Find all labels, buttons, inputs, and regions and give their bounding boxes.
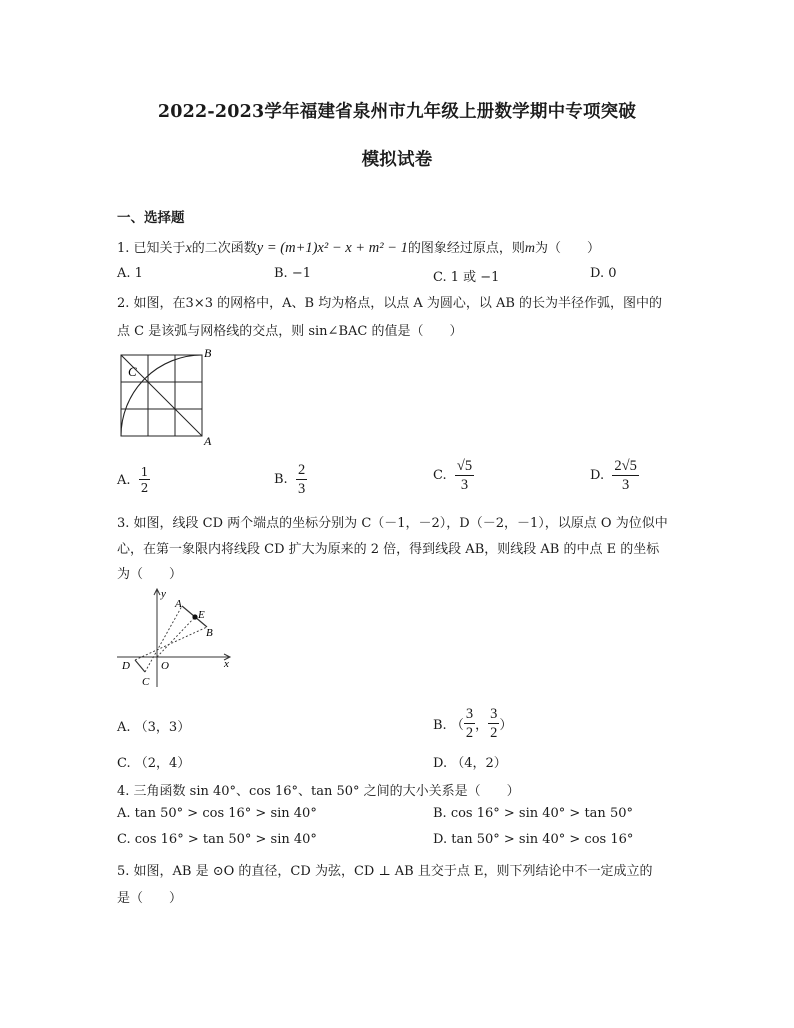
page-title: 2022-2023学年福建省泉州市九年级上册数学期中专项突破 [157, 102, 637, 122]
question-3-stem: 3. 如图，线段 CD 两个端点的坐标分别为 C（－1，－2），D（－2，－1），以原点 O 为位似中 [117, 516, 668, 531]
q1-option-b: B. −1 [274, 266, 311, 281]
q3-option-b: B. （ $\frac{3}{2}$ ， $\frac{3}{2}$ ） [433, 706, 513, 741]
question-3-stem-end: 为（ ） [117, 567, 183, 582]
q2-option-a: A. $\frac{1}{2}$ [117, 465, 149, 495]
q1-option-c: C. 1 或 −1 [433, 270, 500, 285]
q4-option-d: D. tan 50° > sin 40° > cos 16° [433, 832, 634, 847]
q2-option-d: D. $\frac{2√5}{3}$ [590, 458, 637, 493]
question-5-stem: 5. 如图，AB 是 ⊙O 的直径，CD 为弦，CD ⊥ AB 且交于点 E，则下列结论中不一定成立的 [117, 864, 653, 879]
q1-option-d: D. 0 [590, 266, 617, 281]
quadratic-formula: y = (m+1)x² − x + m² − 1 [256, 240, 408, 256]
question-2-stem: 2. 如图，在3×3 的网格中，A、B 均为格点，以点 A 为圆心，以 AB 的长为半径作弧，图中的 [117, 296, 663, 311]
q2-option-b: B. $\frac{2}{3}$ [274, 462, 306, 497]
question-4-stem: 4. 三角函数 sin 40°、cos 16°、tan 50° 之间的大小关系是（ ） [117, 784, 520, 799]
label-x: x [224, 658, 229, 670]
label-e: E [198, 609, 205, 621]
point-e [192, 614, 197, 619]
label-a: A [175, 598, 182, 610]
coordinate-figure [112, 583, 242, 693]
q3-option-d: D. （4，2） [433, 756, 507, 771]
question-3-stem-cont: 心，在第一象限内将线段 CD 扩大为原来的 2 倍，得到线段 AB，则线段 AB 的中点 E 的坐标 [117, 542, 660, 557]
question-2-stem-cont: 点 C 是该弧与网格线的交点，则 sin∠BAC 的值是（ ） [117, 324, 463, 339]
page-subtitle: 模拟试卷 [361, 150, 433, 170]
question-5-stem-cont: 是（ ） [117, 891, 183, 906]
q4-option-a: A. tan 50° > cos 16° > sin 40° [117, 806, 317, 821]
q4-option-c: C. cos 16° > tan 50° > sin 40° [117, 832, 317, 847]
label-c: C [128, 364, 137, 379]
label-b: B [206, 627, 213, 639]
dashed-line-oe [157, 617, 195, 657]
label-a: A [204, 434, 212, 448]
q1-option-a: A. 1 [117, 266, 143, 281]
label-y: y [161, 588, 166, 600]
section-heading: 一、选择题 [117, 210, 185, 226]
label-b: B [204, 346, 212, 360]
q2-option-c: C. $\frac{√5}{3}$ [433, 458, 473, 493]
q3-option-a: A. （3，3） [117, 720, 191, 735]
segment-cd [135, 660, 145, 672]
label-o: O [161, 660, 169, 672]
label-c: C [142, 676, 150, 688]
dashed-line-db [135, 627, 207, 660]
grid-arc-figure [112, 345, 222, 450]
question-1-stem: 1. 已知关于x的二次函数y = (m+1)x² − x + m² − 1的图象经过原点，则m为（ ） [117, 240, 600, 256]
q4-option-b: B. cos 16° > sin 40° > tan 50° [433, 806, 633, 821]
q3-option-c: C. （2，4） [117, 756, 191, 771]
label-d: D [122, 660, 130, 672]
